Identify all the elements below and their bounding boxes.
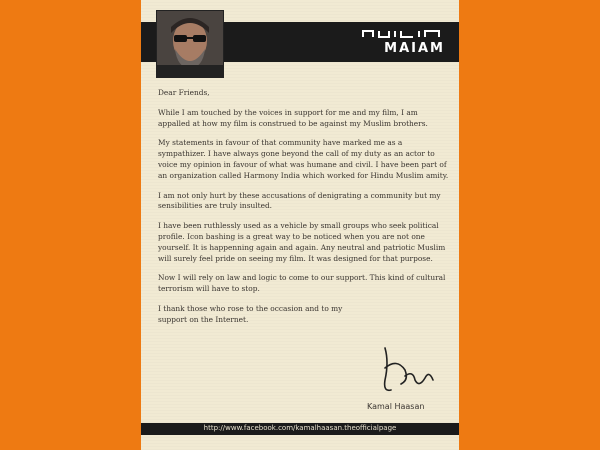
facebook-link[interactable]: http://www.facebook.com/kamalhaasan.theofficialpage xyxy=(203,424,397,432)
signature-icon xyxy=(375,340,439,400)
letter-body xyxy=(158,88,450,335)
paragraph-2: My statements in favour of that community have marked me as a sympathizer. I have always gone beyond the call of my duty as an actor to voice my opinion in favour of what was humane and civil. I have been part of an organization called Harmony India which worked for Hindu Muslim amity. xyxy=(158,138,449,180)
logo-wordmark: MAIAM xyxy=(384,41,445,56)
paragraph-5: Now I will rely on law and logic to come to our support. This kind of cultural terrorism will have to stop. xyxy=(158,273,446,294)
signature-name: Kamal Haasan xyxy=(367,402,425,411)
salutation: Dear Friends, xyxy=(158,88,210,97)
paragraph-3: I am not only hurt by these accusations of denigrating a community but my sensibilities are truly insulted. xyxy=(158,190,441,211)
author-photo xyxy=(156,10,224,78)
paragraph-1: While I am touched by the voices in support for me and my film, I am appalled at how my film is construed to be against my Muslim brothers. xyxy=(158,107,428,128)
paragraph-4: I have been ruthlessly used as a vehicle by small groups who seek political profile. Icon bashing is a great way to be noticed when you are not one yourself. It is happenning again and again. Any neutral and patriotic Muslim will surely feel pride on seeing my film. It was designed for that purpose. xyxy=(158,221,446,263)
letter-page xyxy=(141,0,459,450)
paragraph-6: I thank those who rose to the occasion and to my support on the Internet. xyxy=(158,303,343,324)
